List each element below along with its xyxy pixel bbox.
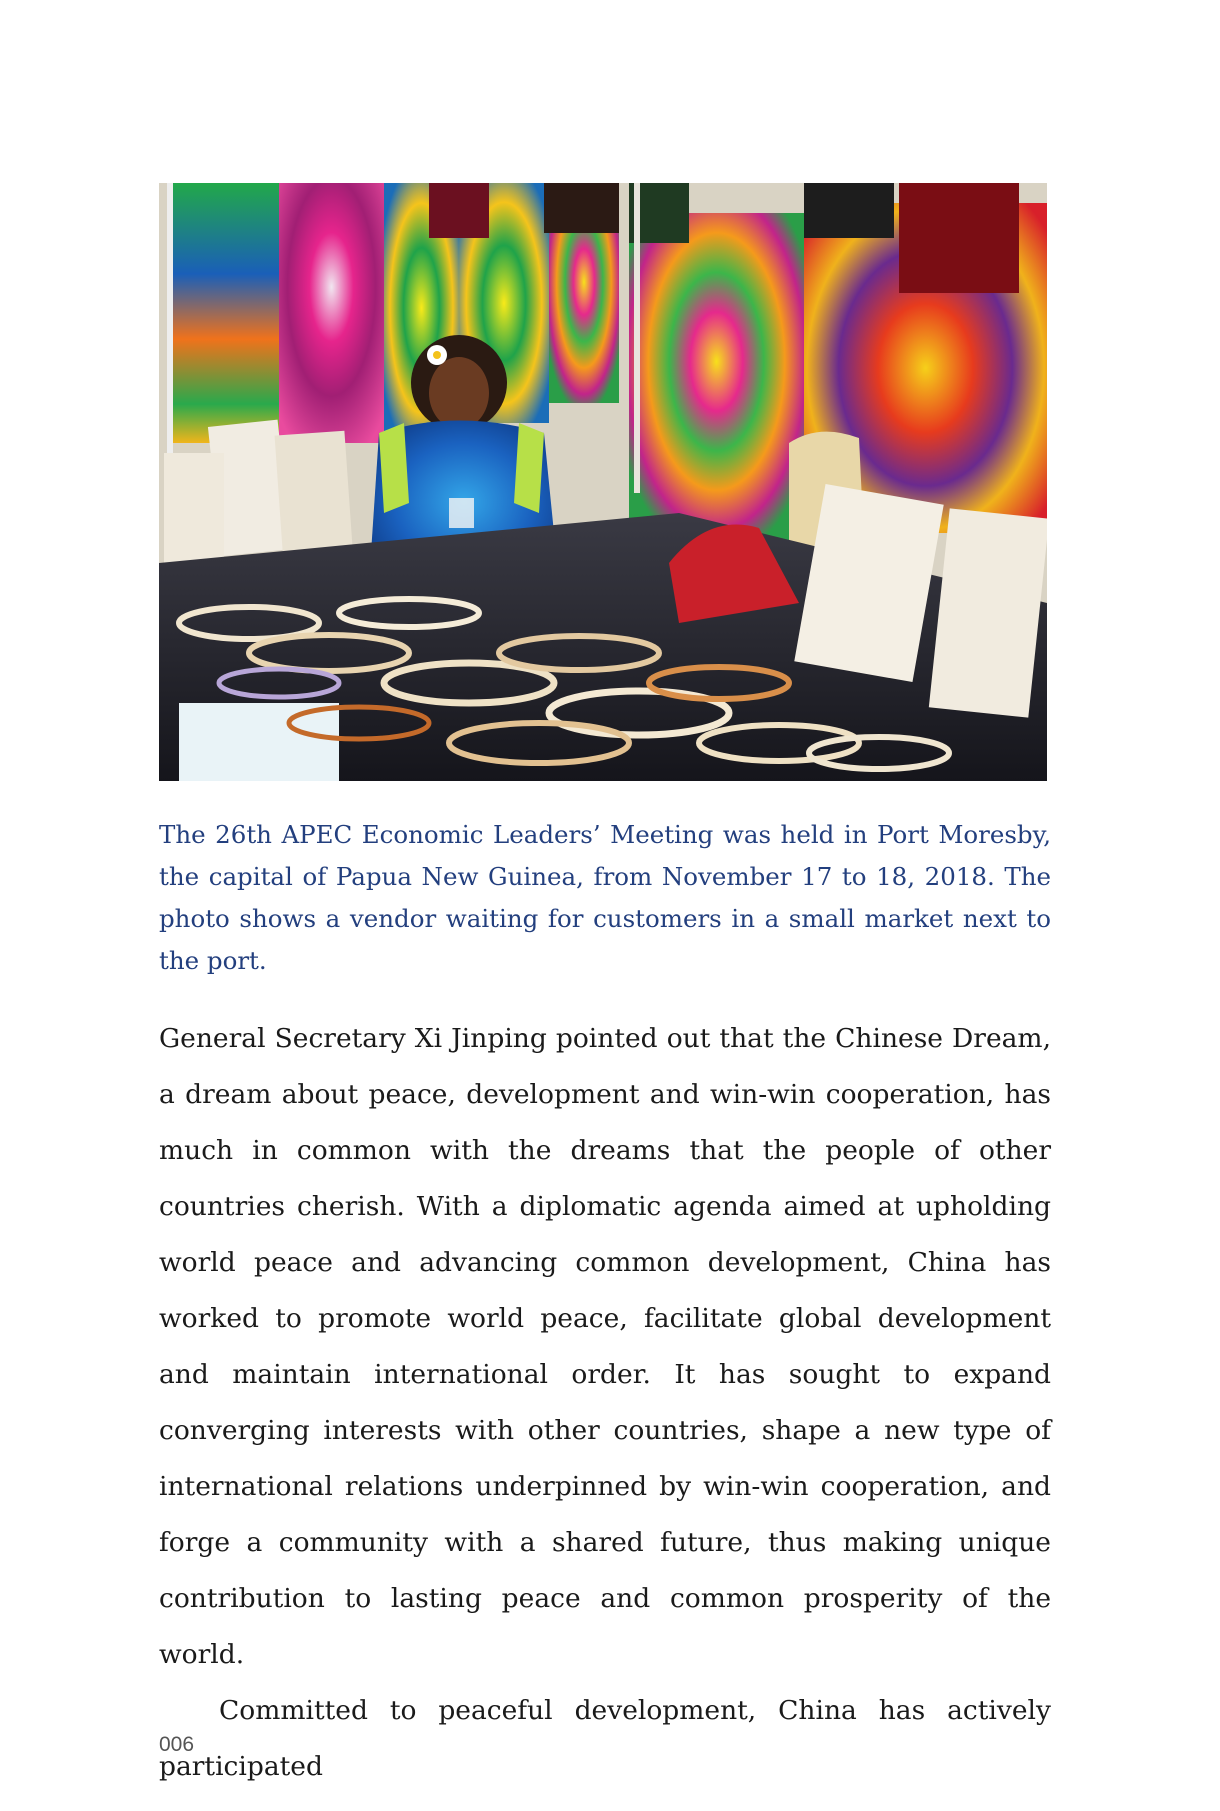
paragraph: Committed to peaceful development, China has actively participated [159, 1695, 1051, 1782]
photo-caption: The 26th APEC Economic Leaders’ Meeting was held in Port Moresby, the capital of Papua New Guinea, from November 17 to 18, 2018. The photo shows a vendor waiting for customers in a small market next to the port. [159, 820, 1051, 975]
page-number: 006 [159, 1733, 195, 1756]
paragraph: General Secretary Xi Jinping pointed out that the Chinese Dream, a dream about peace, development and win-win cooperation, has much in common with the dreams that the people of other countries cherish. With a diplomatic agenda aimed at upholding world peace and advancing common development, China has worked to promote world peace, facilitate global development and maintain international order. It has sought to expand converging interests with other countries, shape a new type of international relations underpinned by win-win cooperation, and forge a community with a shared future, thus making unique contribution to lasting peace and common prosperity of the world. [159, 1023, 1051, 1670]
market-vendor-photo [159, 183, 1047, 781]
photo-illustration [159, 183, 1047, 781]
body-text [159, 1011, 1051, 1795]
